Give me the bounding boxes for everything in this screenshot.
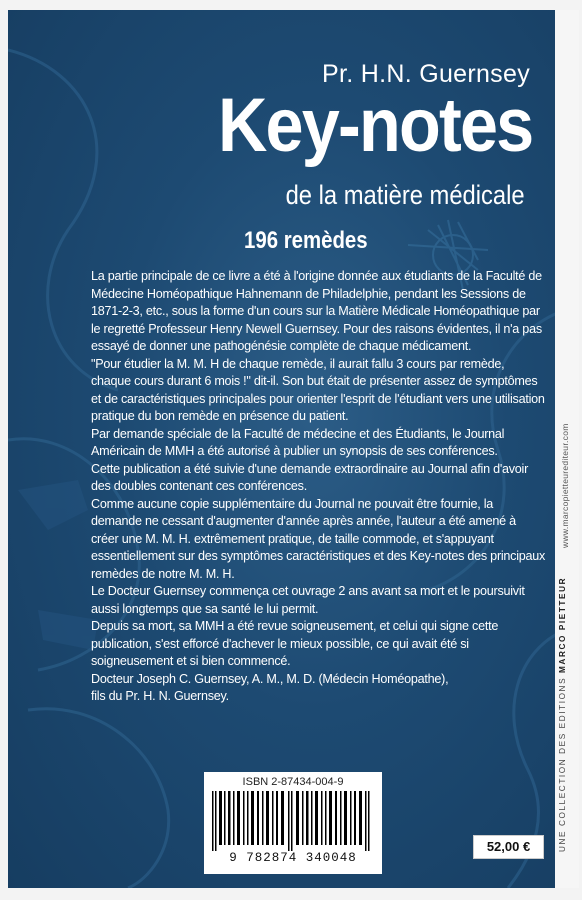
paragraph: Par demande spéciale de la Faculté de médecine et des Étudiants, le Journal Américain de MMH a été autorisé à publier un synopsis de ses conférences. (91, 426, 505, 458)
collection-credit (558, 577, 567, 852)
remedies-count: 196 remèdes (244, 227, 368, 254)
signature-line: fils du Pr. H. N. Guernsey. (91, 689, 229, 703)
book-subtitle: de la matière médicale (285, 180, 525, 210)
barcode-digits: 9 782874 340048 (229, 851, 357, 865)
author-name: Pr. H.N. Guernsey (322, 60, 530, 88)
paragraph: Depuis sa mort, sa MMH a été revue soigneusement, et celui qui signe cette publication, s'est efforcé d'achever le mieux possible, ce qui avait été si soigneusement et si bien commencé. (91, 619, 499, 668)
collection-prefix: UNE COLLECTION DES EDITIONS (558, 672, 567, 852)
publisher-brand: MARCO PIETTEUR (558, 576, 567, 673)
paragraph: "Pour étudier la M. M. H de chaque remède, il aurait fallu 3 cours par remède, chaque cours durant 6 mois !" dit-il. Son but était de présenter assez de symptômes et de caractéristiques principales pour orienter l'esprit de l'étudiant vers une utilisation pratique du bon remède en présence du patient. (91, 356, 545, 423)
publisher-website: www.marcopietteurediteur.com (560, 423, 570, 548)
paragraph: Comme aucune copie supplémentaire du Journal ne pouvait être fournie, la demande ne cessant d'augmenter d'année après année, l'auteur a été amené à créer une M. M. H. extrêmement pratique, de taille commode, et s'appuyant essentiellement sur des symptômes caractéristiques et des Key-notes des principaux remèdes de notre M. M. H. (91, 496, 546, 581)
barcode-icon (210, 791, 376, 851)
description-text (91, 268, 546, 706)
paragraph: Le Docteur Guernsey commença cet ouvrage 2 ans avant sa mort et le poursuivit aussi longtemps que sa santé le lui permit. (91, 584, 525, 616)
book-title: Key-notes (217, 83, 532, 168)
signature-line: Docteur Joseph C. Guernsey, A. M., M. D. (Médecin Homéopathe), (91, 671, 449, 686)
back-cover (8, 10, 565, 888)
paragraph: La partie principale de ce livre a été à l'origine donnée aux étudiants de la Faculté de Médecine Homéopathique Hahnemann de Philadelphie, pendant les Sessions de 1871-2-3, etc., sous la forme d'un cours sur la Matière Médicale Homéopathique par le regretté Professeur Henry Newell Guernsey. Pour des raisons évidentes, il n'a pas essayé de donner une pathogénésie complète de chaque médicament. (91, 269, 542, 353)
isbn-text: ISBN 2-87434-004-9 (242, 776, 344, 788)
paragraph: Cette publication a été suivie d'une demande extraordinaire au Journal afin d'avoir des doubles contenant ces conférences. (91, 461, 529, 493)
price-tag: 52,00 € (473, 835, 544, 859)
barcode-label (204, 772, 382, 874)
